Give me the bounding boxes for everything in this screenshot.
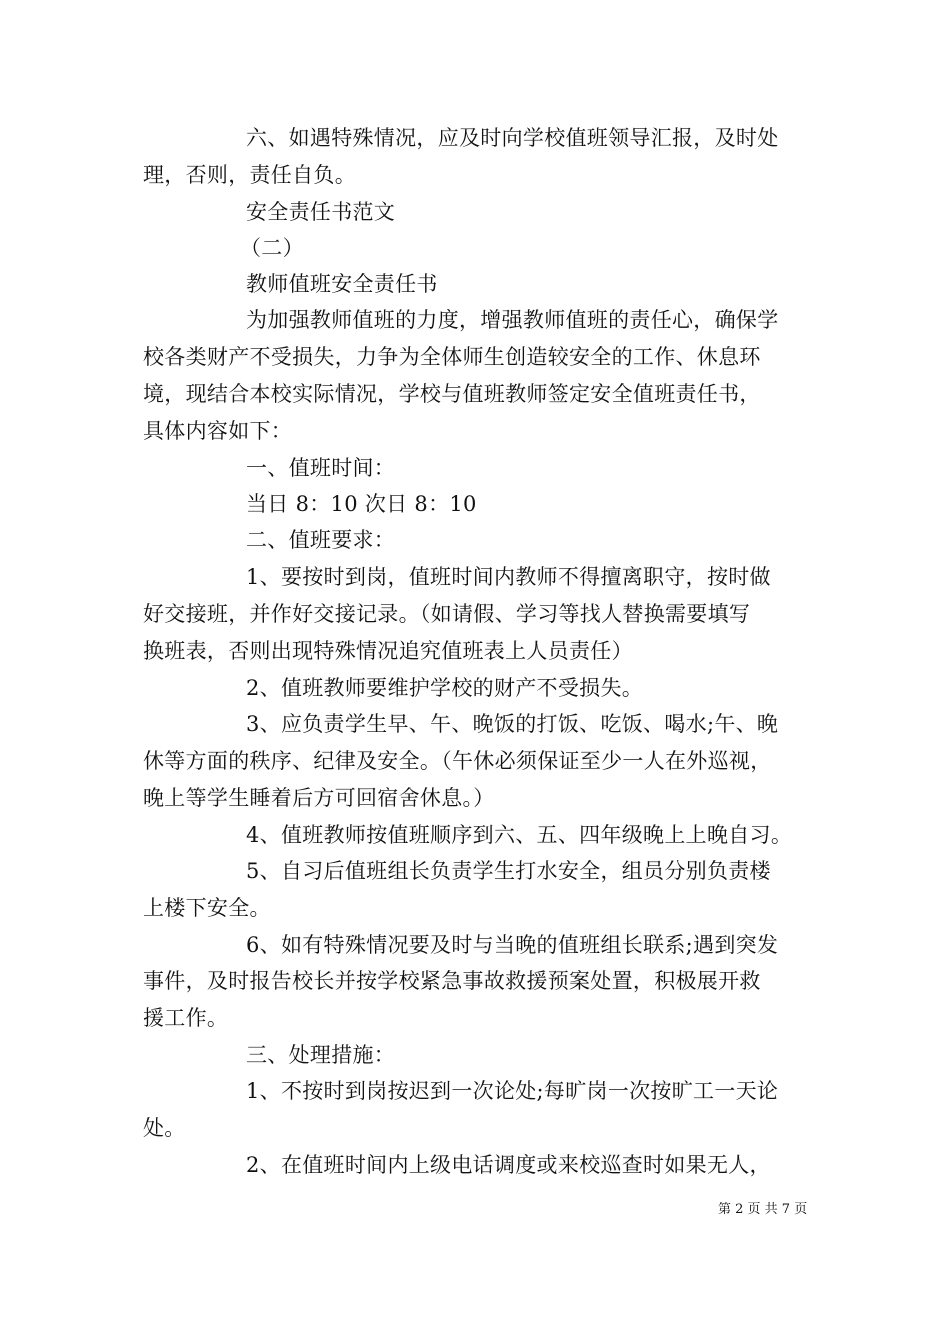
text-line: 处。 — [143, 1116, 186, 1140]
text-line: 事件，及时报告校长并按学校紧急事故救援预案处置，积极展开救 — [143, 969, 761, 993]
text-line: 2、值班教师要维护学校的财产不受损失。 — [246, 676, 644, 700]
text-line: 好交接班，并作好交接记录。（如请假、学习等找人替换需要填写 — [143, 602, 751, 626]
text-line: 3、应负责学生早、午、晚饭的打饭、吃饭、喝水;午、晚 — [246, 712, 779, 736]
text-line: 理，否则，责任自负。 — [143, 163, 356, 187]
text-line: 为加强教师值班的力度，增强教师值班的责任心，确保学 — [246, 308, 779, 332]
text-line: 4、值班教师按值班顺序到六、五、四年级晚上上晚自习。 — [246, 823, 793, 847]
text-line: 校各类财产不受损失，力争为全体师生创造较安全的工作、休息环 — [143, 345, 761, 369]
text-line: 援工作。 — [143, 1006, 229, 1030]
text-line: 教师值班安全责任书 — [246, 272, 438, 296]
text-line: 6、如有特殊情况要及时与当晚的值班组长联系;遇到突发 — [246, 933, 779, 957]
text-line: 一、值班时间： — [246, 456, 396, 480]
text-line: 1、不按时到岗按迟到一次论处;每旷岗一次按旷工一天论 — [246, 1079, 779, 1103]
text-line: 安全责任书范文 — [246, 200, 396, 224]
text-line: 六、如遇特殊情况，应及时向学校值班领导汇报，及时处 — [246, 126, 779, 150]
text-line: 2、在值班时间内上级电话调度或来校巡查时如果无人， — [246, 1153, 771, 1177]
text-line: 晚上等学生睡着后方可回宿舍休息。） — [143, 786, 495, 810]
text-line: 5、自习后值班组长负责学生打水安全，组员分别负责楼 — [246, 859, 771, 883]
text-line: 具体内容如下： — [143, 419, 293, 443]
page-number-footer: 第 2 页 共 7 页 — [718, 1202, 808, 1217]
text-line: 三、处理措施： — [246, 1043, 396, 1067]
text-line: 休等方面的秩序、纪律及安全。（午休必须保证至少一人在外巡视， — [143, 749, 772, 773]
text-line: 境，现结合本校实际情况，学校与值班教师签定安全值班责任书， — [143, 382, 761, 406]
text-line: 二、值班要求： — [246, 528, 396, 552]
text-line: （二） — [240, 236, 304, 260]
text-line: 1、要按时到岗，值班时间内教师不得擅离职守，按时做 — [246, 565, 771, 589]
text-line: 上楼下安全。 — [143, 896, 271, 920]
text-line: 换班表，否则出现特殊情况追究值班表上人员责任） — [143, 639, 633, 663]
text-line: 当日 8：10 次日 8：10 — [246, 492, 477, 516]
